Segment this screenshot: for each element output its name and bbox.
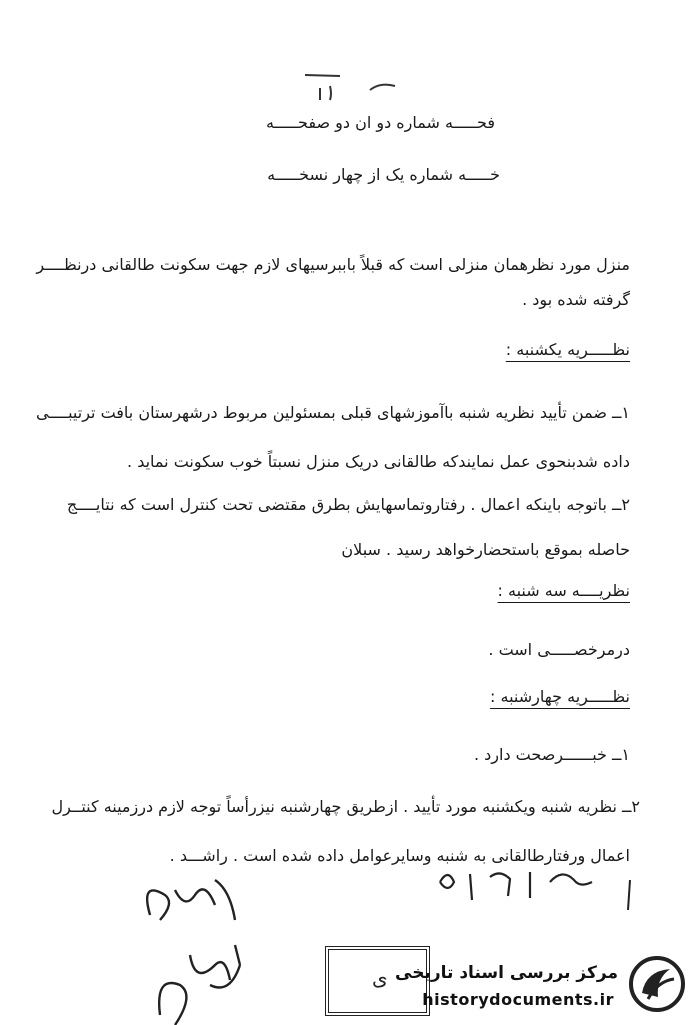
handwritten-date bbox=[430, 862, 610, 907]
section-heading-wednesday: نظـــــریه چهارشنبه : bbox=[490, 687, 630, 706]
top-handwritten-mark bbox=[300, 70, 410, 110]
watermark-logo-icon bbox=[628, 955, 686, 1013]
section-heading-sunday: نظـــــریه یکشنبه : bbox=[505, 340, 630, 359]
paragraph-line: منزل مورد نظرهمان منزلی است که قبلاً باببرسیهای لازم جهت سکونت طالقانی درنظــــر bbox=[36, 255, 630, 274]
watermark-text: مرکز بررسی اسناد تاریخی bbox=[395, 963, 618, 983]
section-line: درمرخصـــــی است . bbox=[488, 640, 630, 659]
section-line: اعمال ورفتارطالقانی به شنبه وسایرعوامل داده شده است . راشـــد . bbox=[169, 846, 630, 865]
handwritten-mark bbox=[620, 875, 640, 915]
section-line: داده شدبنحوی عمل نمایندکه طالقانی دریک منزل نسبتاً خوب سکونت نماید . bbox=[127, 452, 630, 471]
section-heading-tuesday: نظریــــه سه شنبه : bbox=[497, 581, 630, 600]
section-line: ۱ــ خبــــــرصحت دارد . bbox=[473, 745, 630, 764]
paragraph-line: گرفته شده بود . bbox=[522, 290, 630, 309]
archive-stamp-mark: ی bbox=[372, 966, 388, 990]
section-line: ۱ــ ضمن تأیید نظریه شنبه باآموزشهای قبلی بمسئولین مربوط درشهرستان بافت ترتیبــــی bbox=[36, 403, 630, 422]
handwritten-signature bbox=[135, 870, 245, 940]
section-line: ۲ــ نظریه شنبه ویکشنبه مورد تأیید . ازطریق چهارشنبه نیزرأساً توجه لازم درزمینه کنتــرل bbox=[51, 797, 640, 816]
section-line: حاصله بموقع باستحضارخواهد رسید . سبلان bbox=[341, 540, 630, 559]
header-copy-number: خـــــه شماره یک از چهار نسخـــــه bbox=[267, 165, 500, 184]
watermark-url: historydocuments.ir bbox=[422, 990, 614, 1009]
header-page-number: فحـــــه شماره دو ان دو صفحـــــه bbox=[266, 113, 495, 132]
handwritten-signature bbox=[140, 935, 260, 1025]
section-line: ۲ــ باتوجه باینکه اعمال . رفتاروتماسهایش بطرق مقتضی تحت کنترل است که نتایــــج bbox=[66, 495, 630, 514]
